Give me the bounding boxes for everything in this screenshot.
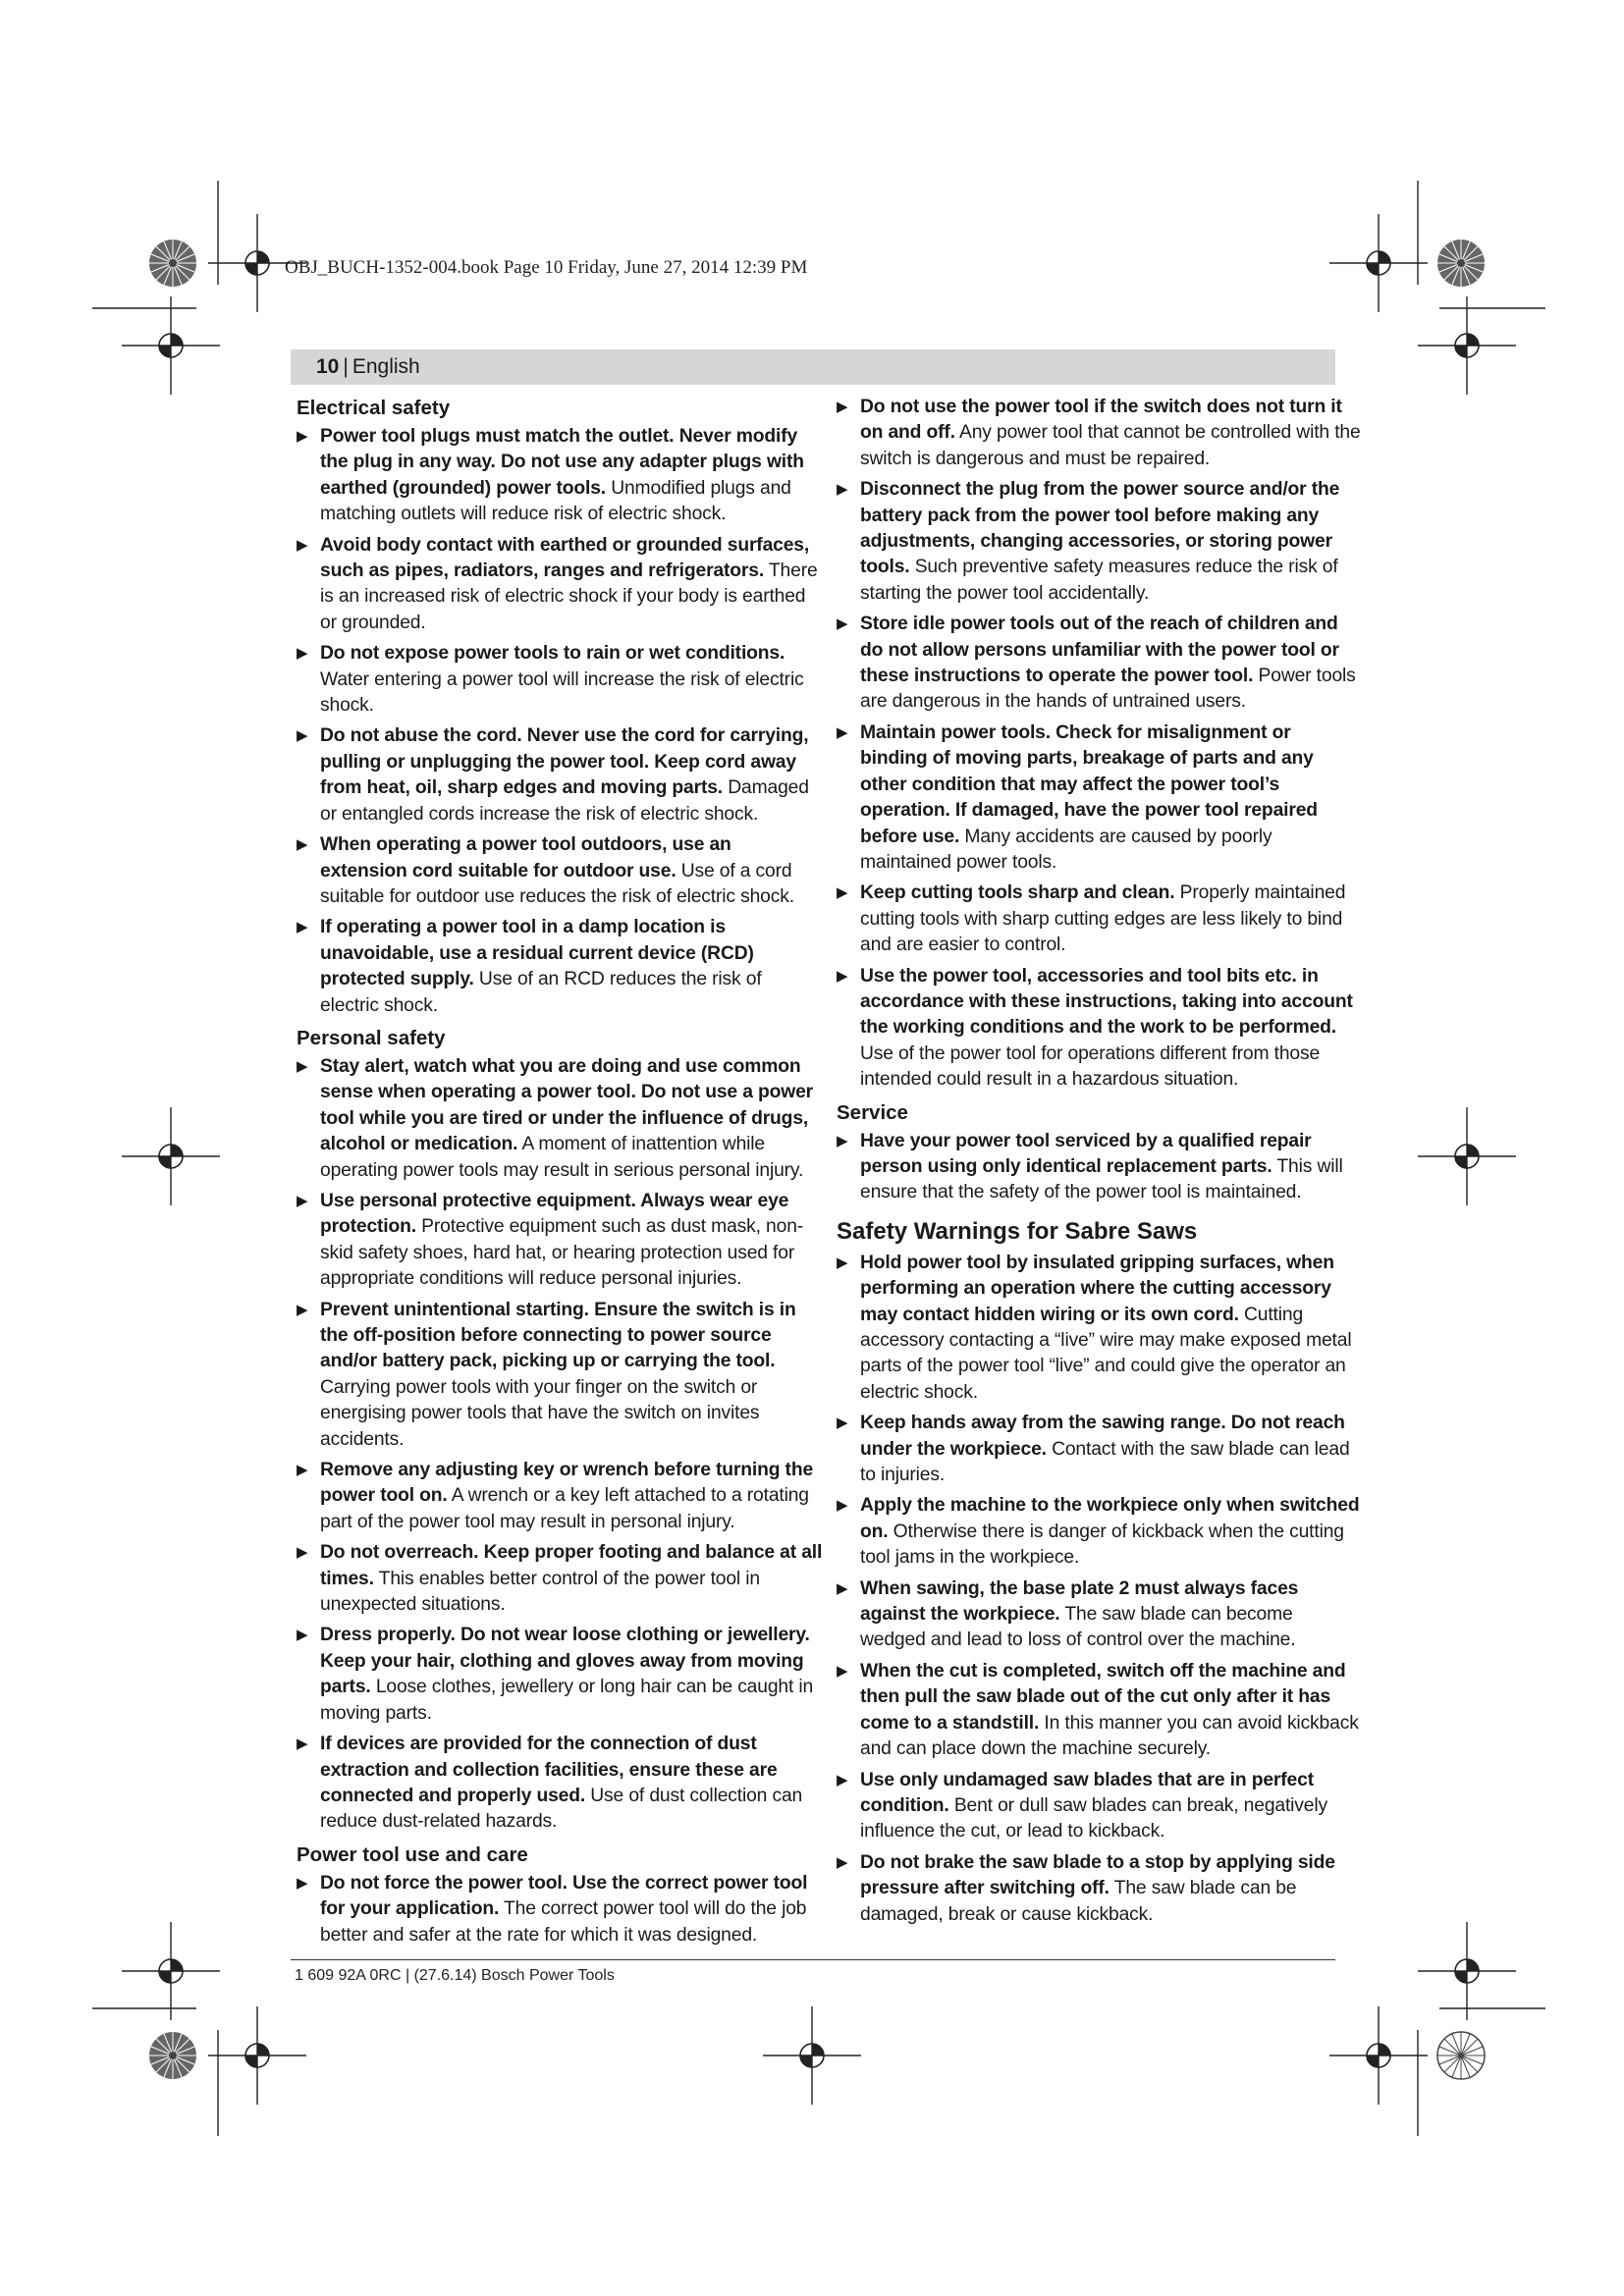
warning-instruction: Do not use the power tool if the switch does not turn it on and off. — [860, 397, 1342, 444]
header-separator: | — [343, 355, 349, 378]
warning-explanation: Use of an RCD reduces the risk of electric shock. — [320, 969, 762, 1016]
warning-item — [837, 1768, 1363, 1845]
color-registration-mark — [149, 2032, 196, 2079]
warning-explanation: Properly maintained cutting tools with sharp cutting edges are less likely to bind and are easier to control. — [860, 882, 1346, 956]
warning-instruction: When the cut is completed, switch off the machine and then pull the saw blade out of the cut only after it has come to a standstill. — [860, 1660, 1346, 1734]
warning-item — [837, 964, 1363, 1094]
warning-explanation: Loose clothes, jewellery or long hair can be caught in moving parts. — [320, 1677, 814, 1724]
warning-item — [837, 395, 1363, 472]
warning-explanation: This enables better control of the power tool in unexpected situations. — [320, 1568, 760, 1616]
bullet-triangle-icon: ▶ — [297, 1627, 308, 1644]
warning-item — [837, 612, 1363, 716]
warning-explanation: In this manner you can avoid kickback and can place down the machine securely. — [860, 1712, 1359, 1760]
bullet-triangle-icon: ▶ — [297, 727, 308, 745]
warning-explanation: There is an increased risk of electric shock if your body is earthed or grounded. — [320, 561, 818, 633]
warning-explanation: This will ensure that the safety of the power tool is maintained. — [860, 1155, 1343, 1203]
warning-item — [837, 881, 1363, 958]
warning-instruction: Do not force the power tool. Use the correct power tool for your application. — [320, 1872, 808, 1920]
bullet-triangle-icon: ▶ — [837, 1771, 848, 1789]
warning-item — [297, 1540, 823, 1618]
warning-item — [297, 1871, 823, 1949]
warning-explanation: Protective equipment such as dust mask, non-skid safety shoes, hard hat, or hearing protection used for appropriate conditions will reduce personal injuries. — [320, 1216, 804, 1290]
page-header-bar — [291, 349, 1335, 385]
warning-instruction: Disconnect the plug from the power source and/or the battery pack from the power tool before making any adjustments, changing accessories, or storing power tools. — [860, 479, 1340, 578]
bullet-triangle-icon: ▶ — [837, 884, 848, 902]
color-registration-mark — [149, 240, 196, 287]
warning-item — [297, 1189, 823, 1293]
warning-instruction: Apply the machine to the workpiece only when switched on. — [860, 1495, 1360, 1542]
warning-item — [837, 1659, 1363, 1763]
right-column — [837, 395, 1363, 1933]
warning-instruction: Keep hands away from the sawing range. Do not reach under the workpiece. — [860, 1413, 1345, 1460]
warning-item — [837, 1576, 1363, 1654]
bullet-triangle-icon: ▶ — [837, 1415, 848, 1432]
warning-explanation: A moment of inattention while operating power tools may result in serious personal injury. — [320, 1134, 804, 1181]
registration-crosshair-mark — [122, 296, 220, 395]
bullet-triangle-icon: ▶ — [297, 919, 308, 936]
page-number: 10 — [316, 355, 340, 378]
left-column — [297, 395, 823, 1953]
warning-explanation: Cutting accessory contacting a “live” wire may make exposed metal parts of the power tool “live” and could give the operator an electric shock. — [860, 1304, 1352, 1403]
section-heading: Service — [837, 1100, 908, 1124]
warning-explanation: The correct power tool will do the job better and safer at the rate for which it was designed. — [320, 1898, 807, 1946]
bullet-triangle-icon: ▶ — [837, 399, 848, 415]
warning-item — [297, 533, 823, 637]
warning-instruction: Do not overreach. Keep proper footing and balance at all times. — [320, 1542, 823, 1589]
warning-instruction: Use personal protective equipment. Always wear eye protection. — [320, 1190, 789, 1238]
warning-instruction: If devices are provided for the connection of dust extraction and collection facilities, ensure these are connected and properly used. — [320, 1734, 778, 1806]
warning-instruction: Do not abuse the cord. Never use the cord for carrying, pulling or unplugging the power tool. Keep cord away from heat, oil, sharp edges and moving parts. — [320, 725, 809, 799]
warning-explanation: Carrying power tools with your finger on the switch or energising power tools that have the switch on invites accidents. — [320, 1376, 760, 1450]
bullet-triangle-icon: ▶ — [297, 536, 308, 554]
warning-instruction: Prevent unintentional starting. Ensure the switch is in the off-position before connecting to power source and/or battery pack, picking up or carrying the tool. — [320, 1299, 796, 1372]
warning-instruction: Avoid body contact with earthed or grounded surfaces, such as pipes, radiators, ranges and refrigerators. — [320, 534, 810, 582]
warning-instruction: Remove any adjusting key or wrench before turning the power tool on. — [320, 1460, 814, 1507]
bullet-triangle-icon: ▶ — [837, 1579, 848, 1597]
color-registration-mark — [1437, 2032, 1485, 2079]
print-slug-line: OBJ_BUCH-1352-004.book Page 10 Friday, June 27, 2014 12:39 PM — [285, 257, 808, 278]
warning-instruction: Have your power tool serviced by a qualified repair person using only identical replacement parts. — [860, 1130, 1312, 1177]
warning-explanation: A wrench or a key left attached to a rotating part of the power tool may result in personal injury. — [320, 1485, 809, 1532]
registration-crosshair-mark — [1418, 1922, 1516, 2020]
warning-instruction: Stay alert, watch what you are doing and use common sense when operating a power tool. Do not use a power tool while you are tired or under the influence of drugs, alcohol or medication. — [320, 1055, 814, 1155]
warning-item — [297, 1732, 823, 1836]
registration-crosshair-mark — [1418, 296, 1516, 395]
footer-rule — [291, 1959, 1335, 1960]
warning-instruction: If operating a power tool in a damp location is unavoidable, use a residual current device (RCD) protected supply. — [320, 917, 754, 990]
warning-instruction: Do not expose power tools to rain or wet conditions. — [320, 643, 785, 665]
bullet-triangle-icon: ▶ — [837, 1132, 848, 1149]
warning-item — [837, 477, 1363, 607]
color-registration-mark — [1437, 240, 1485, 287]
warning-item — [297, 424, 823, 528]
warning-item — [837, 1411, 1363, 1488]
bullet-triangle-icon: ▶ — [297, 836, 308, 854]
page-footer: 1 609 92A 0RC | (27.6.14) Bosch Power Tools — [295, 1967, 615, 1984]
warning-item — [837, 721, 1363, 876]
bullet-triangle-icon: ▶ — [297, 1544, 308, 1562]
bullet-triangle-icon: ▶ — [837, 1497, 848, 1515]
header-language: English — [352, 355, 420, 378]
warning-item — [297, 723, 823, 828]
warning-explanation: Use of the power tool for operations different from those intended could result in a hazardous situation. — [860, 1042, 1321, 1091]
warning-explanation: Bent or dull saw blades can break, negatively influence the cut, or lead to kickback. — [860, 1794, 1327, 1842]
bullet-triangle-icon: ▶ — [837, 967, 848, 985]
warning-explanation: Many accidents are caused by poorly maintained power tools. — [860, 826, 1272, 873]
bullet-triangle-icon: ▶ — [837, 1853, 848, 1871]
warning-item — [297, 1458, 823, 1535]
section-heading: Power tool use and care — [297, 1842, 528, 1866]
registration-crosshair-mark — [1418, 1107, 1516, 1205]
bullet-triangle-icon: ▶ — [297, 1057, 308, 1075]
warning-explanation: Power tools are dangerous in the hands of untrained users. — [860, 666, 1356, 713]
warning-instruction: Do not brake the saw blade to a stop by applying side pressure after switching off. — [860, 1851, 1335, 1899]
registration-crosshair-mark — [1329, 214, 1428, 312]
warning-instruction: When operating a power tool outdoors, use an extension cord suitable for outdoor use. — [320, 834, 731, 881]
warning-instruction: Store idle power tools out of the reach of children and do not allow persons unfamiliar with the power tool or these instructions to operate the power tool. — [860, 614, 1339, 687]
registration-crosshair-mark — [208, 2006, 306, 2105]
bullet-triangle-icon: ▶ — [837, 1662, 848, 1680]
warning-instruction: When sawing, the base plate 2 must always faces against the workpiece. — [860, 1577, 1299, 1626]
warning-item — [837, 1129, 1363, 1206]
warning-instruction: Hold power tool by insulated gripping surfaces, when performing an operation where the cutting accessory may contact hidden wiring or its own cord. — [860, 1252, 1334, 1325]
warning-explanation: Water entering a power tool will increase the risk of electric shock. — [320, 668, 804, 717]
warning-instruction: Use the power tool, accessories and tool bits etc. in accordance with these instructions, taking into account the working conditions and the work to be performed. — [860, 965, 1353, 1039]
warning-item — [297, 1623, 823, 1727]
bullet-triangle-icon: ▶ — [297, 1462, 308, 1479]
warning-instruction: Power tool plugs must match the outlet. Never modify the plug in any way. Do not use any adapter plugs with earthed (grounded) power tools. — [320, 426, 804, 499]
bullet-triangle-icon: ▶ — [297, 1874, 308, 1892]
warning-instruction: Dress properly. Do not wear loose clothing or jewellery. Keep your hair, clothing and gloves away from moving parts. — [320, 1625, 810, 1698]
registration-crosshair-mark — [122, 1107, 220, 1205]
warning-item — [837, 1850, 1363, 1928]
warning-explanation: Damaged or entangled cords increase the risk of electric shock. — [320, 777, 809, 825]
bullet-triangle-icon: ▶ — [297, 1301, 308, 1318]
warning-instruction: Maintain power tools. Check for misalignment or binding of moving parts, breakage of parts and any other condition that may affect the power tool’s operation. If damaged, have the power tool repaired before use. — [860, 721, 1318, 847]
bullet-triangle-icon: ▶ — [837, 1254, 848, 1271]
warning-item — [837, 1251, 1363, 1406]
bullet-triangle-icon: ▶ — [837, 723, 848, 741]
bullet-triangle-icon: ▶ — [297, 645, 308, 663]
registration-crosshair-mark — [1329, 2006, 1428, 2105]
bullet-triangle-icon: ▶ — [837, 615, 848, 633]
warning-item — [297, 641, 823, 719]
warning-instruction: Use only undamaged saw blades that are in perfect condition. — [860, 1769, 1314, 1816]
warning-item — [297, 832, 823, 910]
warning-explanation: Otherwise there is danger of kickback when the cutting tool jams in the workpiece. — [860, 1521, 1344, 1569]
warning-explanation: Any power tool that cannot be controlled with the switch is dangerous and must be repaired. — [860, 422, 1361, 469]
warning-item — [297, 915, 823, 1019]
bullet-triangle-icon: ▶ — [297, 428, 308, 445]
warning-explanation: Unmodified plugs and matching outlets will reduce risk of electric shock. — [320, 477, 791, 525]
section-heading: Personal safety — [297, 1026, 446, 1049]
warning-explanation: Such preventive safety measures reduce the risk of starting the power tool accidentally. — [860, 557, 1338, 604]
bullet-triangle-icon: ▶ — [837, 481, 848, 499]
warning-explanation: The saw blade can become wedged and lead to loss of control over the machine. — [860, 1604, 1296, 1651]
warning-item — [297, 1298, 823, 1453]
warning-item — [297, 1054, 823, 1184]
section-heading: Electrical safety — [297, 397, 451, 419]
warning-item — [837, 1493, 1363, 1571]
bullet-triangle-icon: ▶ — [297, 1192, 308, 1209]
warning-explanation: The saw blade can be damaged, break or cause kickback. — [860, 1878, 1297, 1925]
bullet-triangle-icon: ▶ — [297, 1735, 308, 1753]
warning-explanation: Use of dust collection can reduce dust-related hazards. — [320, 1785, 803, 1833]
warning-explanation: Use of a cord suitable for outdoor use reduces the risk of electric shock. — [320, 860, 794, 907]
registration-crosshair-mark — [122, 1922, 220, 2020]
warning-instruction: Keep cutting tools sharp and clean. — [860, 882, 1175, 904]
registration-crosshair-mark — [763, 2006, 861, 2105]
warning-explanation: Contact with the saw blade can lead to injuries. — [860, 1438, 1350, 1486]
section-heading: Safety Warnings for Sabre Saws — [837, 1217, 1198, 1245]
